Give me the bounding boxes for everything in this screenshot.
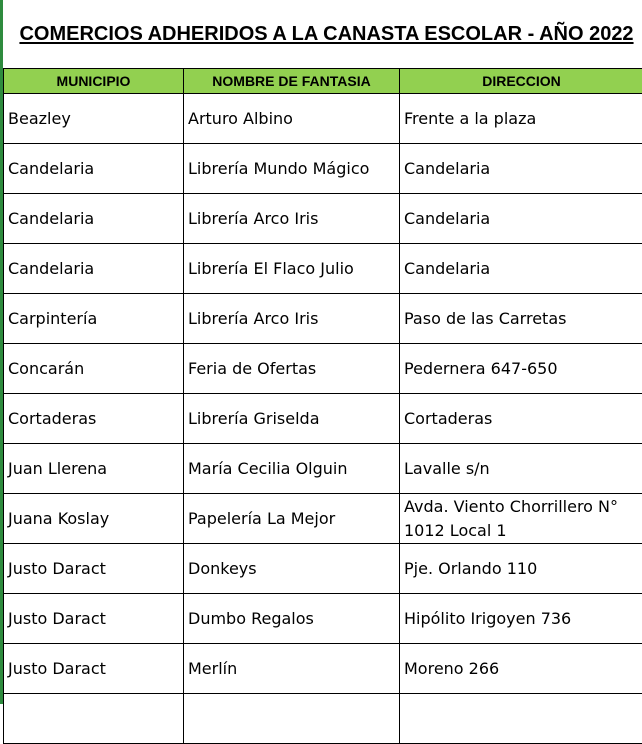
cell-municipio[interactable]: Juana Koslay: [4, 494, 184, 544]
cell-direccion[interactable]: Frente a la plaza: [400, 94, 642, 144]
cell-direccion[interactable]: Candelaria: [400, 144, 642, 194]
cell-direccion[interactable]: [400, 694, 642, 744]
cell-nombre-de-fantasia[interactable]: Feria de Ofertas: [184, 344, 400, 394]
cell-municipio[interactable]: Cortaderas: [4, 394, 184, 444]
cell-nombre-de-fantasia[interactable]: Arturo Albino: [184, 94, 400, 144]
cell-municipio[interactable]: Juan Llerena: [4, 444, 184, 494]
table-row: [4, 594, 642, 644]
column-header-direccion: DIRECCION: [400, 69, 642, 94]
cell-municipio[interactable]: Beazley: [4, 94, 184, 144]
cell-direccion[interactable]: Pje. Orlando 110: [400, 544, 642, 594]
table-row: [4, 544, 642, 594]
cell-direccion[interactable]: Cortaderas: [400, 394, 642, 444]
page-title: COMERCIOS ADHERIDOS A LA CANASTA ESCOLAR - AÑO 2022: [19, 23, 633, 46]
table-row: [4, 444, 642, 494]
cell-direccion[interactable]: Lavalle s/n: [400, 444, 642, 494]
table-row: [4, 194, 642, 244]
cell-nombre-de-fantasia[interactable]: Merlín: [184, 644, 400, 694]
cell-nombre-de-fantasia[interactable]: Librería Mundo Mágico: [184, 144, 400, 194]
cell-nombre-de-fantasia[interactable]: Librería Arco Iris: [184, 294, 400, 344]
cell-municipio[interactable]: Justo Daract: [4, 594, 184, 644]
cell-municipio[interactable]: [4, 694, 184, 744]
cell-municipio[interactable]: Concarán: [4, 344, 184, 394]
cell-municipio[interactable]: Candelaria: [4, 194, 184, 244]
table-row: [4, 144, 642, 194]
cell-direccion[interactable]: Moreno 266: [400, 644, 642, 694]
cell-nombre-de-fantasia[interactable]: Dumbo Regalos: [184, 594, 400, 644]
column-header-nombre-de-fantasia: NOMBRE DE FANTASIA: [184, 69, 400, 94]
table-header-row: [4, 69, 642, 94]
cell-direccion[interactable]: Paso de las Carretas: [400, 294, 642, 344]
cell-nombre-de-fantasia[interactable]: María Cecilia Olguin: [184, 444, 400, 494]
table-row: [4, 344, 642, 394]
cell-nombre-de-fantasia[interactable]: Librería Arco Iris: [184, 194, 400, 244]
table-row: [4, 644, 642, 694]
cell-nombre-de-fantasia[interactable]: Papelería La Mejor: [184, 494, 400, 544]
cell-nombre-de-fantasia[interactable]: Librería El Flaco Julio: [184, 244, 400, 294]
cell-direccion[interactable]: Avda. Viento Chorrillero N° 1012 Local 1: [400, 494, 642, 544]
cell-nombre-de-fantasia[interactable]: [184, 694, 400, 744]
cell-direccion[interactable]: Pedernera 647-650: [400, 344, 642, 394]
cell-municipio[interactable]: Carpintería: [4, 294, 184, 344]
table-row: [4, 494, 642, 544]
title-row: [3, 0, 642, 68]
cell-direccion[interactable]: Candelaria: [400, 194, 642, 244]
cell-direccion[interactable]: Candelaria: [400, 244, 642, 294]
cell-municipio[interactable]: Candelaria: [4, 244, 184, 294]
column-header-municipio: MUNICIPIO: [4, 69, 184, 94]
cell-direccion[interactable]: Hipólito Irigoyen 736: [400, 594, 642, 644]
table-body: [4, 94, 642, 744]
table-row: [4, 94, 642, 144]
cell-municipio[interactable]: Justo Daract: [4, 544, 184, 594]
table-row: [4, 394, 642, 444]
table-row: [4, 294, 642, 344]
cell-municipio[interactable]: Justo Daract: [4, 644, 184, 694]
table-row: [4, 694, 642, 744]
cell-nombre-de-fantasia[interactable]: Donkeys: [184, 544, 400, 594]
cell-nombre-de-fantasia[interactable]: Librería Griselda: [184, 394, 400, 444]
merchants-table: [3, 68, 642, 744]
cell-municipio[interactable]: Candelaria: [4, 144, 184, 194]
table-row: [4, 244, 642, 294]
